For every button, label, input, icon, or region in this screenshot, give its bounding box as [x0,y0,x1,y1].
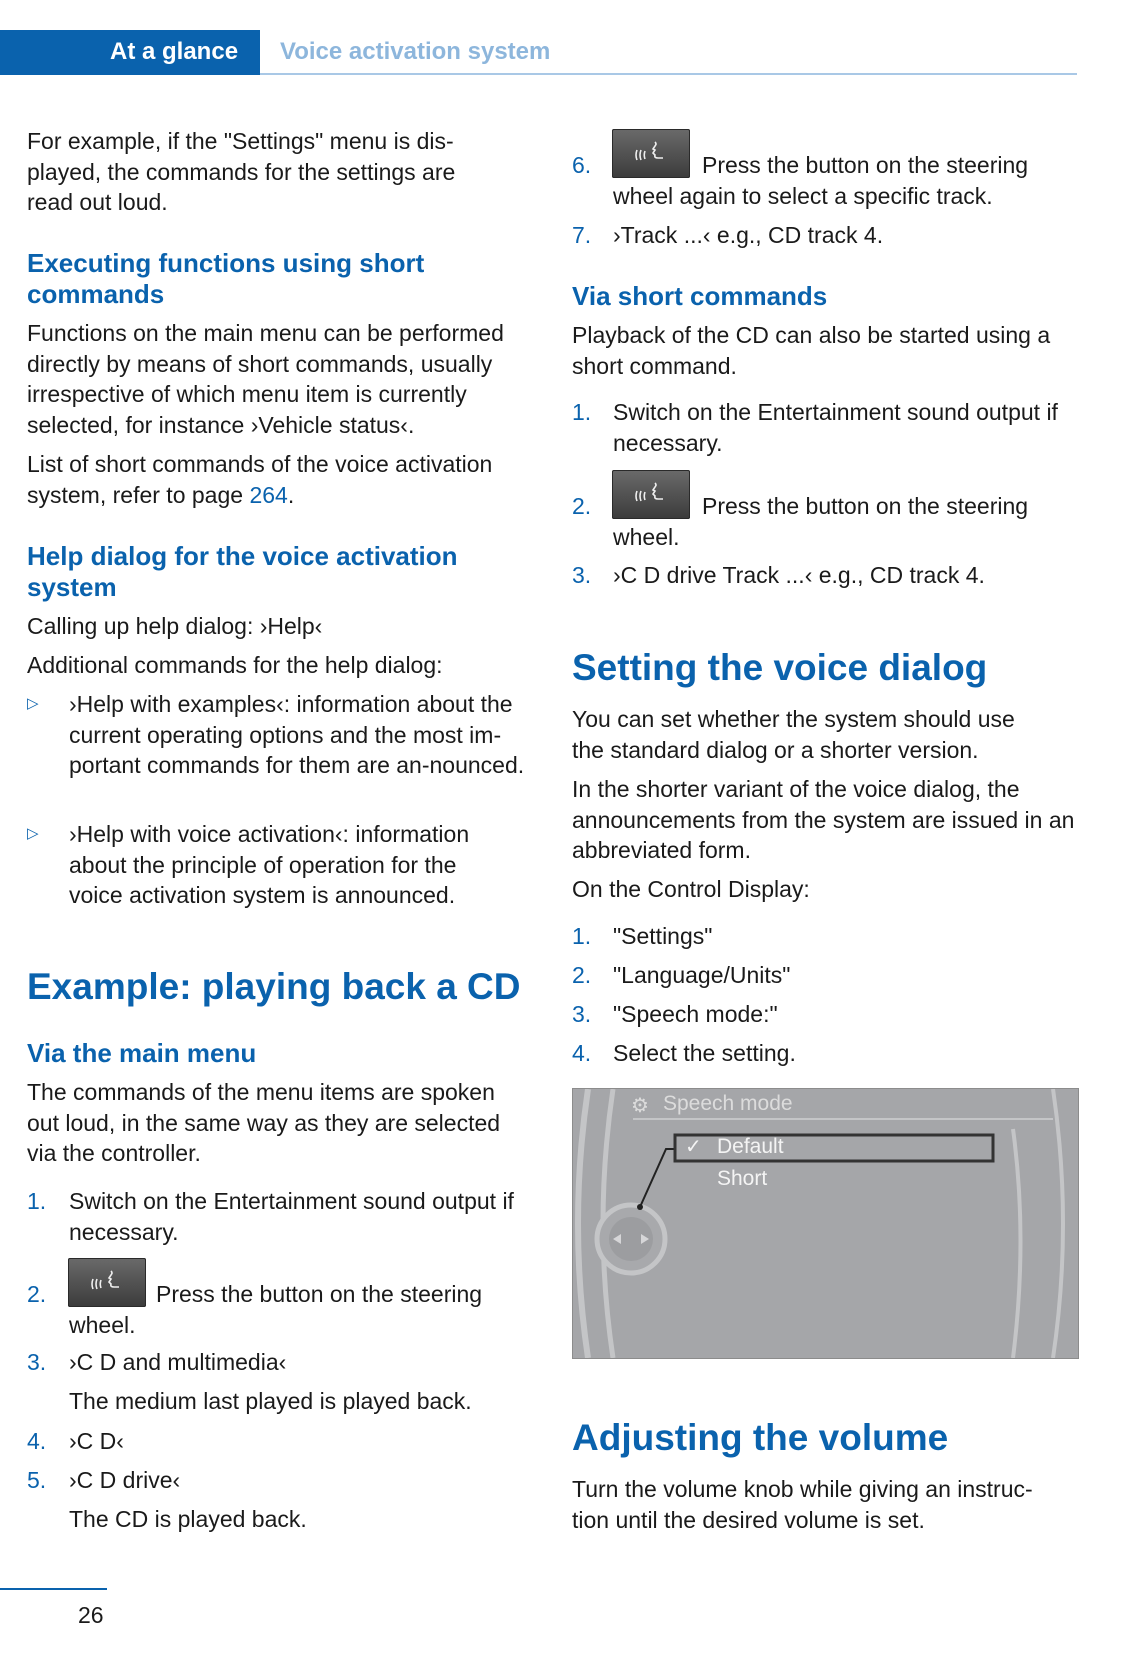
footer-rule [0,1588,107,1590]
heading-example-cd: Example: playing back a CD [27,966,521,1007]
display-frame [573,1089,1078,1358]
voice-paragraph-3: On the Control Display: [572,876,810,902]
step-1 [27,1186,537,1247]
step-number: 4. [572,1040,592,1066]
step-number: 2. [27,1281,47,1307]
step-number: 4. [27,1428,47,1454]
step-number: 6. [572,152,592,178]
help-paragraph: Calling up help dialog: ›Help‹ [27,613,323,639]
step-text: ›C D drive Track ...‹ e.g., CD track 4. [613,562,985,588]
bullet-item [0,689,540,781]
step-text: wheel. [613,524,680,550]
settings-gear-icon: ⚙ [631,1095,649,1117]
voice-button-icon [612,129,690,178]
step-text: Select the setting. [613,1040,796,1066]
step-text: Press the button on the steering [702,493,1029,519]
voice-button-icon [68,1258,146,1307]
short-commands-paragraph: Functions on the main menu can be performed directly by means of short commands, usually irrespective of which menu item is currently selected, for instance ›Vehicle status‹. [27,320,504,438]
voice-paragraph-2: In the shorter variant of the voice dialog, the announcements from the system are issued in an abbreviated form. [572,776,1075,864]
heading-voice-dialog: Setting the voice dialog [572,647,988,688]
step-note: The CD is played back. [69,1506,307,1532]
header-title: Voice activation system [280,38,551,65]
step-number: 1. [27,1188,47,1214]
step-text: "Speech mode:" [613,1001,778,1027]
step-text: Press the button on the steering [156,1281,483,1307]
help-paragraph-2: Additional commands for the help dialog: [27,652,443,678]
volume-paragraph: Turn the volume knob while giving an instruc-tion until the desired volume is set. [572,1476,1033,1533]
heading-via-short-commands: Via short commands [572,281,828,311]
heading-short-commands: Executing functions using short commands [27,248,425,309]
header-rule [260,73,1077,75]
text: . [287,481,295,508]
step-text: Switch on the Entertainment sound output if necessary. [613,399,1058,456]
step-number: 3. [572,562,592,588]
step-text: Press the button on the steering [702,152,1029,178]
step-number: 2. [572,493,592,519]
bullet-item [0,819,540,911]
header-section: At a glance [110,38,239,65]
step-text: ›C D drive‹ [69,1467,181,1493]
triangle-bullet-icon: ▷ [27,825,39,842]
page-number: 26 [78,1602,104,1628]
step-number: 3. [572,1001,592,1027]
step-number: 3. [27,1349,47,1375]
option-default[interactable]: Default [717,1135,784,1158]
step-text: "Settings" [613,923,713,949]
step-number: 2. [572,962,592,988]
via-short-paragraph: Playback of the CD can also be started using a short command. [572,322,1051,379]
step-text: wheel. [69,1312,136,1338]
check-icon: ✓ [685,1136,702,1158]
step-text: ›C D‹ [69,1428,124,1454]
triangle-bullet-icon: ▷ [27,695,39,712]
step-text: ›C D and multimedia‹ [69,1349,287,1375]
heading-help-dialog: Help dialog for the voice activation system [27,541,458,602]
step-number: 1. [572,399,592,425]
text: List of short commands of the voice activation system, refer to page [27,451,493,508]
main-menu-paragraph: The commands of the menu items are spoken out loud, in the same way as they are selected via the controller. [27,1079,501,1167]
voice-paragraph-1: You can set whether the system should use the standard dialog or a shorter version. [572,706,1015,763]
step-number: 5. [27,1467,47,1493]
step-text: Switch on the Entertainment sound output if necessary. [69,1188,514,1245]
step-text: "Language/Units" [613,962,791,988]
heading-main-menu: Via the main menu [27,1038,257,1068]
bullet-text: ›Help with voice activation‹: information about the principle of operation for the voice activation system is announced. [69,821,470,909]
page-link[interactable]: 264 [249,481,288,508]
step-text: wheel again to select a specific track. [613,183,993,209]
step-note: The medium last played is played back. [69,1388,472,1414]
heading-volume: Adjusting the volume [572,1417,949,1458]
intro-paragraph: For example, if the "Settings" menu is dis-played, the commands for the settings are read out loud. [27,128,456,216]
step-number: 1. [572,923,592,949]
control-display-screenshot [572,1088,1079,1359]
option-short[interactable]: Short [717,1167,768,1190]
bullet-text: ›Help with examples‹: information about the current operating options and the most im-portant commands for them are an-nounced. [69,691,525,779]
short-commands-list-paragraph [27,449,512,510]
step-text: ›Track ...‹ e.g., CD track 4. [613,222,884,248]
step-number: 7. [572,222,592,248]
screen-title: Speech mode [663,1092,793,1115]
voice-button-icon [612,470,690,519]
